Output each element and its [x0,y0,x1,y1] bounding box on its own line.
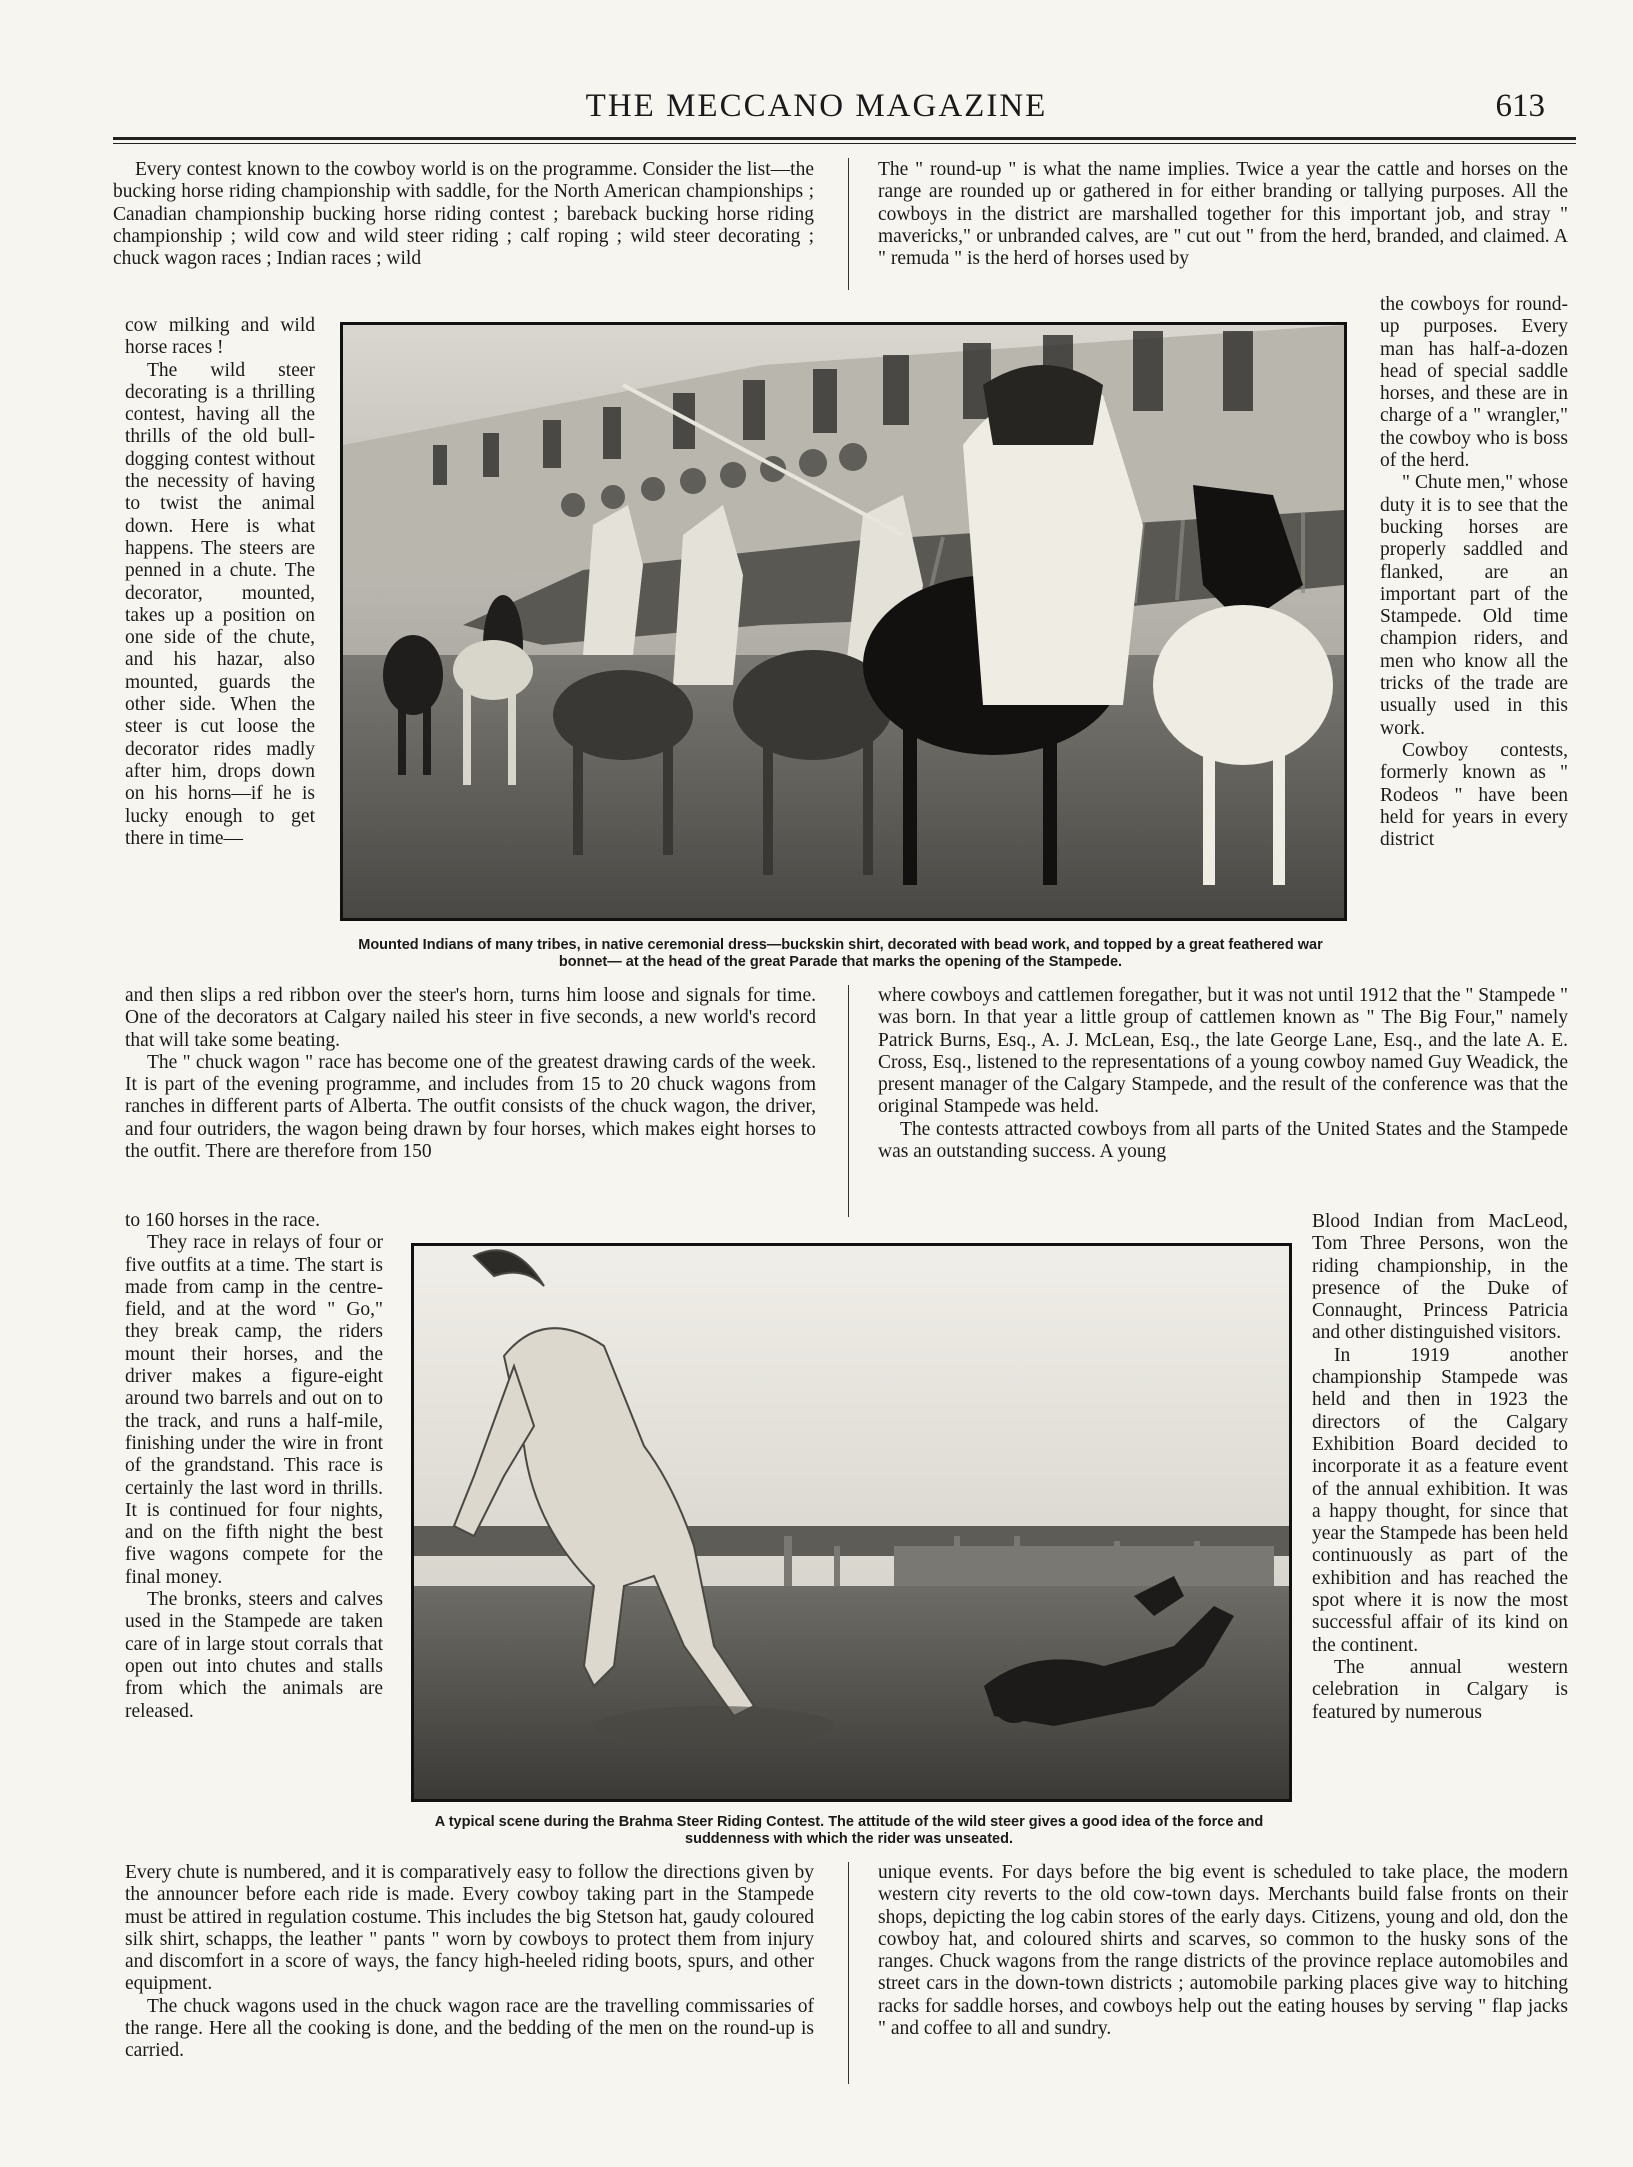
article-text-left-top [113,159,814,270]
paragraph: The annual western celebration in Calgary is featured by numerous [1312,1656,1568,1723]
paragraph: In 1919 another championship Stampede was held and then in 1923 the directors of the Calgary Exhibition Board decided to incorporate it as a feature event of the annual exhibition. It was a happy thought, for since that year the Stampede has been held continuously as part of the exhibition and has reached the spot where it is now the most successful affair of its kind on the continent. [1312,1344,1568,1656]
paragraph: The " chuck wagon " race has become one of the greatest drawing cards of the week. It is part of the evening programme, and includes from 15 to 20 chuck wagons from ranches in different parts of Alberta. The outfit consists of the chuck wagon, the driver, and four outriders, the wagon being drawn by four horses, which makes eight horses to the outfit. There are therefore from 150 [125,1051,816,1163]
column-divider [848,985,849,1217]
paragraph: where cowboys and cattlemen foregather, but it was not until 1912 that the " Stampede " was born. In that year a little group of cattlemen known as " The Big Four," namely Patrick Burns, Esq., A. J. McLean, Esq., the late George Lane, Esq., and the late A. E. Cross, Esq., listened to the representations of a young cowboy named Guy Weadick, the present manager of the Calgary Stampede, and the result of the conference was that the original Stampede was held. [878,985,1568,1118]
paragraph: unique events. For days before the big event is scheduled to take place, the modern western city reverts to the old cow-town days. Merchants build false fronts on their shops, depicting the log cabin stores of the early days. Citizens, young and old, don the cowboy hat, and coloured shirts and scarves, so common to the husky sons of the ranges. Chuck wagons from the range districts of the province replace automobiles and street cars in the down-town districts ; automobile parking places give way to hitching racks for saddle horses, and cowboys help out the eating houses by serving " flap jacks " and coffee to all and sundry. [878,1862,1568,2040]
paragraph: Cowboy contests, formerly known as " Rodeos " have been held for years in every district [1380,739,1568,851]
paragraph: cow milking and wild horse races ! [125,315,315,359]
paragraph: Every chute is numbered, and it is comparatively easy to follow the directions given by the announcer before each ride is made. Every cowboy taking part in the Stampede must be attired in regulation costume. This includes the big Stetson hat, gaudy coloured silk shirt, schapps, the leather " pants " worn by cowboys to protect them from injury and discomfort in a score of ways, the fancy high-heeled riding boots, spurs, and other equipment. [125,1862,814,1995]
article-text-left-bottom [125,1862,814,2063]
photo-caption: A typical scene during the Brahma Steer Riding Contest. The attitude of the wild steer gives a good idea of the force and suddenness with which the rider was unseated. [434,1814,1264,1847]
paragraph: The bronks, steers and calves used in the Stampede are taken care of in large stout corrals that open out into chutes and stalls from which the animals are released. [125,1589,383,1722]
photo-caption: Mounted Indians of many tribes, in native ceremonial dress—buckskin shirt, decorated with bead work, and topped by a great feathered war bonnet— at the head of the great Parade that marks the opening of the Stampede. [358,937,1323,970]
article-text-left-mid [125,985,816,1163]
paragraph: to 160 horses in the race. [125,1210,320,1231]
column-divider [848,1862,849,2084]
paragraph: and then slips a red ribbon over the steer's horn, turns him loose and signals for time. One of the decorators at Calgary nailed his steer in five seconds, a new world's record that will take some beating. [125,985,816,1051]
paragraph: " Chute men," whose duty it is to see that the bucking horses are properly saddled and flanked, are an important part of the Stampede. Old time champion riders, and men who know all the tricks of the trade are usually used in this work. [1380,472,1568,739]
paragraph: The chuck wagons used in the chuck wagon race are the travelling commissaries of the range. Here all the cooking is done, and the bedding of the men on the round-up is carried. [125,1995,814,2062]
article-text-right-narrow [1380,294,1568,851]
paragraph: the cowboys for round-up purposes. Every man has half-a-dozen head of special saddle horses, and these are in charge of a " wrangler," the cowboy who is boss of the herd. [1380,294,1568,472]
parade-photo [340,322,1347,921]
paragraph: The contests attracted cowboys from all parts of the United States and the Stampede was an outstanding success. A young [878,1118,1568,1163]
paragraph: The " round-up " is what the name implies. Twice a year the cattle and horses on the range are rounded up or gathered in for either branding or tallying purposes. All the cowboys in the district are marshalled together for this important job, and stray " mavericks," or unbranded calves, are " cut out " from the herd, branded, and claimed. A " remuda " is the herd of horses used by [878,159,1568,270]
column-divider [848,158,849,290]
magazine-title: THE MECCANO MAGAZINE [585,88,1048,124]
mounted-indians-image [343,325,1344,918]
article-text-right-mid [878,985,1568,1163]
article-text-left-narrow-2 [125,1210,383,1723]
steer-photo [411,1243,1292,1802]
article-text-right-top [878,159,1568,270]
header-rule-thin [113,143,1576,144]
page-number: 613 [1495,88,1545,124]
article-text-right-bottom [878,1862,1568,2040]
article-text-left-narrow [125,315,315,850]
header-rule [113,137,1576,140]
paragraph: The wild steer decorating is a thrilling contest, having all the thrills of the old bull-dogging contest without the necessity of having to twist the animal down. Here is what happens. The steers are penned in a chute. The decorator, mounted, takes up a position on one side of the chute, and his hazar, also mounted, guards the other side. When the steer is cut loose the decorator rides madly after him, drops down on his horns—if he is lucky enough to get there in time— [125,359,315,849]
article-text-right-narrow-2 [1312,1211,1568,1724]
paragraph: Every contest known to the cowboy world is on the programme. Consider the list—the bucking horse riding championship with saddle, for the North American championships ; Canadian championship bucking horse riding contest ; bareback bucking horse riding championship ; wild cow and wild steer riding ; calf roping ; wild steer decorating ; chuck wagon races ; Indian races ; wild [113,159,814,270]
paragraph: Blood Indian from MacLeod, Tom Three Persons, won the riding championship, in the presence of the Duke of Connaught, Princess Patricia and other distinguished visitors. [1312,1211,1568,1344]
steer-riding-image [414,1246,1289,1799]
paragraph: They race in relays of four or five outfits at a time. The start is made from camp in the centre-field, and at the word " Go," they break camp, the riders mount their horses, and the driver makes a figure-eight around two barrels and out on to the track, and runs a half-mile, finishing under the wire in front of the grandstand. This race is certainly the last word in thrills. It is continued for four nights, and on the fifth night the best five wagons compete for the final money. [125,1232,383,1588]
